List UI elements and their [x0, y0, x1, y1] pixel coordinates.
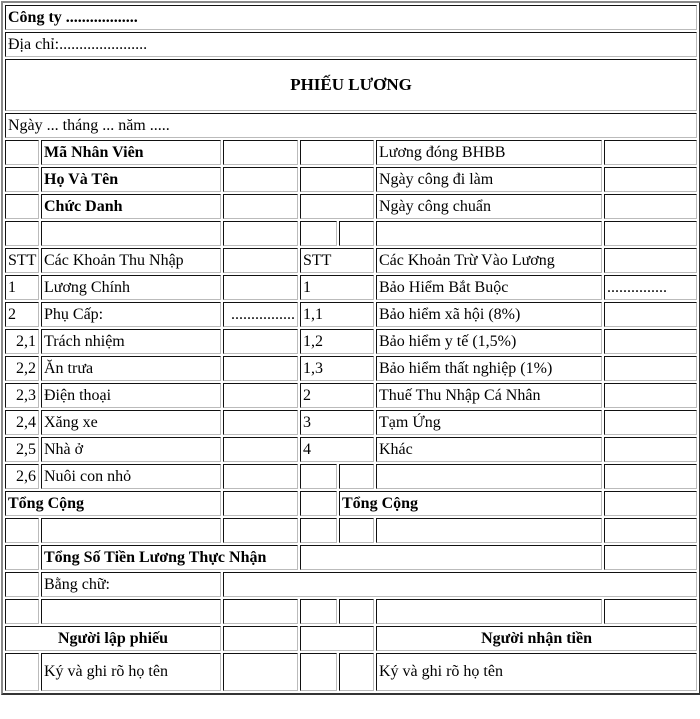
- standard-days-value[interactable]: [604, 194, 697, 219]
- preparer-label: Người lập phiếu: [5, 626, 221, 651]
- cell: [300, 653, 337, 691]
- cell: [604, 518, 697, 543]
- table-row: [5, 410, 697, 435]
- deduction-total-label: Tổng Cộng: [339, 491, 602, 516]
- net-pay-label: Tổng Số Tiền Lương Thực Nhận: [41, 545, 298, 570]
- table-row: [5, 329, 697, 354]
- deduction-label: Bảo hiểm thất nghiệp (1%): [376, 356, 602, 381]
- cell: [300, 140, 374, 165]
- deduction-value[interactable]: [604, 437, 697, 462]
- table-row: [5, 302, 697, 327]
- cell: [41, 599, 221, 624]
- insurance-salary-value[interactable]: [604, 140, 697, 165]
- deduction-label: Bảo Hiểm Bắt Buộc: [376, 275, 602, 300]
- deduction-stt-header: STT: [300, 248, 374, 273]
- position-value[interactable]: [223, 194, 298, 219]
- table-row: [5, 275, 697, 300]
- preparer-sign-note[interactable]: Ký và ghi rõ họ tên: [41, 653, 221, 691]
- income-label: Lương Chính: [41, 275, 221, 300]
- income-no: 2: [5, 302, 39, 327]
- deduction-value[interactable]: [604, 356, 697, 381]
- work-days-value[interactable]: [604, 167, 697, 192]
- income-value[interactable]: [223, 329, 298, 354]
- employee-id-label: Mã Nhân Viên: [41, 140, 221, 165]
- cell: [604, 599, 697, 624]
- cell: [604, 248, 697, 273]
- deduction-no: 2: [300, 383, 374, 408]
- cell: [223, 599, 298, 624]
- income-value[interactable]: ................: [223, 302, 298, 327]
- cell: [300, 194, 374, 219]
- receiver-label: Người nhận tiền: [376, 626, 697, 651]
- table-row: [5, 464, 697, 489]
- cell: [5, 221, 39, 246]
- table-row: [5, 383, 697, 408]
- income-total-label: Tổng Cộng: [5, 491, 221, 516]
- cell: [41, 221, 221, 246]
- income-header: Các Khoản Thu Nhập: [41, 248, 221, 273]
- deduction-value[interactable]: [604, 383, 697, 408]
- deduction-value[interactable]: [604, 302, 697, 327]
- cell: [376, 599, 602, 624]
- page-title: PHIẾU LƯƠNG: [5, 59, 697, 111]
- cell: [5, 140, 39, 165]
- deduction-no: 1: [300, 275, 374, 300]
- cell: [300, 464, 337, 489]
- income-value[interactable]: [223, 437, 298, 462]
- cell: [604, 221, 697, 246]
- deduction-no: 1,3: [300, 356, 374, 381]
- deduction-header: Các Khoản Trừ Vào Lương: [376, 248, 602, 273]
- cell: [339, 464, 374, 489]
- date-line: Ngày ... tháng ... năm .....: [5, 113, 697, 138]
- cell: [300, 221, 337, 246]
- deduction-total-value[interactable]: [604, 491, 697, 516]
- income-no: 2,1: [5, 329, 39, 354]
- net-pay-value[interactable]: [300, 545, 602, 570]
- company-address: Địa chỉ:......................: [5, 32, 697, 57]
- deduction-value[interactable]: [604, 410, 697, 435]
- cell: [300, 518, 337, 543]
- cell: [223, 221, 298, 246]
- cell: [339, 653, 374, 691]
- cell: [223, 653, 298, 691]
- receiver-sign-note[interactable]: Ký và ghi rõ họ tên: [376, 653, 697, 691]
- income-label: Nuôi con nhỏ: [41, 464, 221, 489]
- cell: [376, 464, 602, 489]
- cell: [300, 167, 374, 192]
- cell: [339, 518, 374, 543]
- table-row: [5, 437, 697, 462]
- deduction-label: Bảo hiểm xã hội (8%): [376, 302, 602, 327]
- cell: [5, 653, 39, 691]
- cell: [223, 518, 298, 543]
- cell: [223, 248, 298, 273]
- cell: [223, 626, 298, 651]
- cell: [5, 194, 39, 219]
- deduction-value[interactable]: [604, 329, 697, 354]
- deduction-label: Thuế Thu Nhập Cá Nhân: [376, 383, 602, 408]
- cell: [5, 518, 39, 543]
- income-value[interactable]: [223, 275, 298, 300]
- cell: [339, 221, 374, 246]
- position-label: Chức Danh: [41, 194, 221, 219]
- full-name-label: Họ Và Tên: [41, 167, 221, 192]
- income-label: Phụ Cấp:: [41, 302, 221, 327]
- income-no: 2,3: [5, 383, 39, 408]
- standard-days-label: Ngày công chuẩn: [376, 194, 602, 219]
- insurance-salary-label: Lương đóng BHBB: [376, 140, 602, 165]
- income-no: 2,4: [5, 410, 39, 435]
- deduction-no: 3: [300, 410, 374, 435]
- cell: [376, 518, 602, 543]
- employee-id-value[interactable]: [223, 140, 298, 165]
- income-label: Trách nhiệm: [41, 329, 221, 354]
- cell: [376, 221, 602, 246]
- income-no: 2,5: [5, 437, 39, 462]
- income-stt-header: STT: [5, 248, 39, 273]
- income-no: 2,2: [5, 356, 39, 381]
- full-name-value[interactable]: [223, 167, 298, 192]
- deduction-label: Bảo hiểm y tế (1,5%): [376, 329, 602, 354]
- cell: [41, 518, 221, 543]
- income-value[interactable]: [223, 464, 298, 489]
- cell: [300, 491, 337, 516]
- cell: [5, 167, 39, 192]
- deduction-no: 1,1: [300, 302, 374, 327]
- work-days-label: Ngày công đi làm: [376, 167, 602, 192]
- cell: [5, 572, 39, 597]
- table-row: [5, 356, 697, 381]
- income-label: Xăng xe: [41, 410, 221, 435]
- income-value[interactable]: [223, 383, 298, 408]
- cell: [604, 464, 697, 489]
- deduction-label: Khác: [376, 437, 602, 462]
- cell: [300, 626, 374, 651]
- income-label: Điện thoại: [41, 383, 221, 408]
- income-value[interactable]: [223, 410, 298, 435]
- deduction-label: Tạm Ứng: [376, 410, 602, 435]
- income-no: 1: [5, 275, 39, 300]
- company-name: Công ty ..................: [5, 5, 697, 30]
- cell: [339, 599, 374, 624]
- income-label: Ăn trưa: [41, 356, 221, 381]
- income-total-value[interactable]: [223, 491, 298, 516]
- cell: [5, 599, 39, 624]
- deduction-no: 1,2: [300, 329, 374, 354]
- income-label: Nhà ở: [41, 437, 221, 462]
- deduction-no: 4: [300, 437, 374, 462]
- income-no: 2,6: [5, 464, 39, 489]
- payslip-table: [1, 1, 700, 695]
- in-words-label: Bằng chữ:: [41, 572, 221, 597]
- cell: [300, 599, 337, 624]
- in-words-value[interactable]: [223, 572, 697, 597]
- cell: [5, 545, 39, 570]
- income-value[interactable]: [223, 356, 298, 381]
- deduction-value[interactable]: ...............: [604, 275, 697, 300]
- cell: [604, 545, 697, 570]
